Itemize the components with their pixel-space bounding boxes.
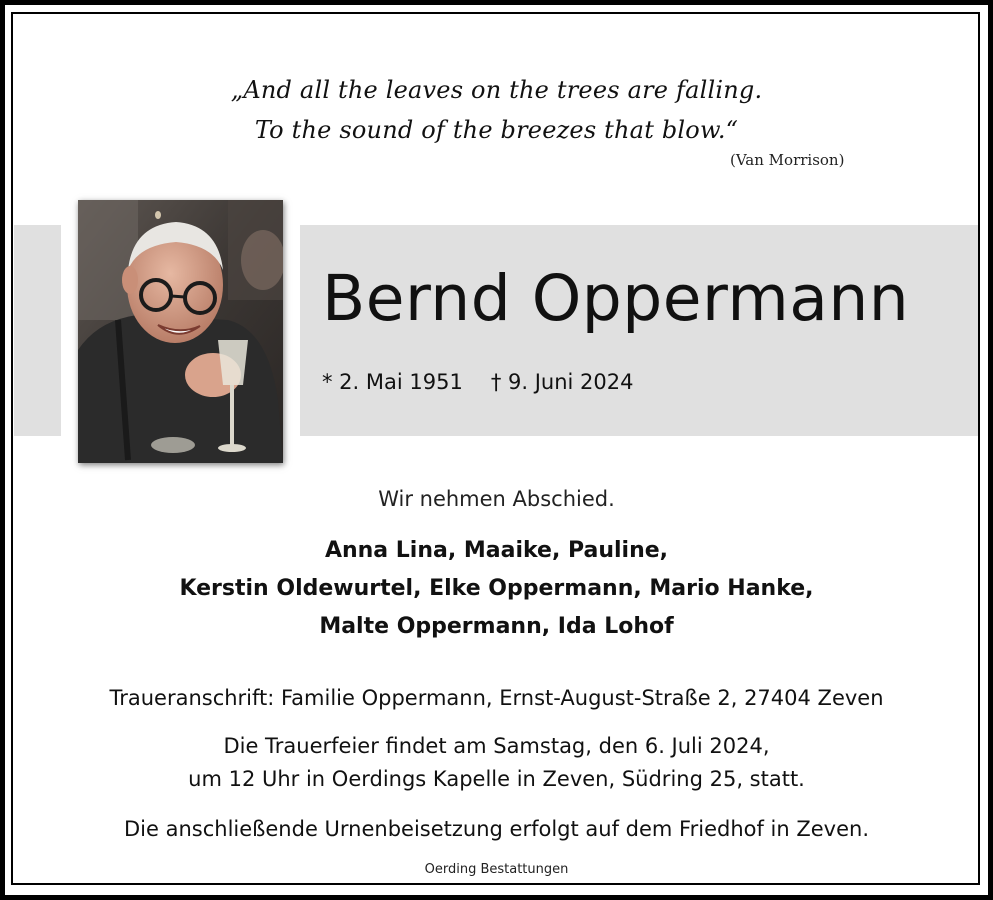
portrait-photo-illustration <box>78 200 283 463</box>
death-date: † 9. Juni 2024 <box>490 370 634 394</box>
life-dates <box>322 370 633 394</box>
family-line-2: Kerstin Oldewurtel, Elke Oppermann, Mario Hanke, <box>179 576 814 601</box>
name-band-left <box>14 225 61 436</box>
deceased-name: Bernd Oppermann <box>322 262 910 335</box>
farewell-text: Wir nehmen Abschied. <box>378 487 615 511</box>
undertaker-name: Oerding Bestattungen <box>424 862 569 877</box>
family-line-1: Anna Lina, Maaike, Pauline, <box>324 538 669 563</box>
ceremony-line-2: um 12 Uhr in Oerdings Kapelle in Zeven, Südring 25, statt. <box>188 767 805 791</box>
urn-burial-text: Die anschließende Urnenbeisetzung erfolgt auf dem Friedhof in Zeven. <box>124 817 869 841</box>
birth-date: * 2. Mai 1951 <box>322 370 463 394</box>
family-line-3: Malte Oppermann, Ida Lohof <box>319 614 674 639</box>
portrait-photo <box>78 200 283 463</box>
ceremony-line-1: Die Trauerfeier findet am Samstag, den 6. Juli 2024, <box>223 734 770 758</box>
quote-line-1: „And all the leaves on the trees are falling. <box>230 76 763 104</box>
mourning-address: Traueranschrift: Familie Oppermann, Ernst-August-Straße 2, 27404 Zeven <box>109 686 884 710</box>
quote-author: (Van Morrison) <box>730 151 845 169</box>
quote-line-2: To the sound of the breezes that blow.“ <box>254 116 739 144</box>
